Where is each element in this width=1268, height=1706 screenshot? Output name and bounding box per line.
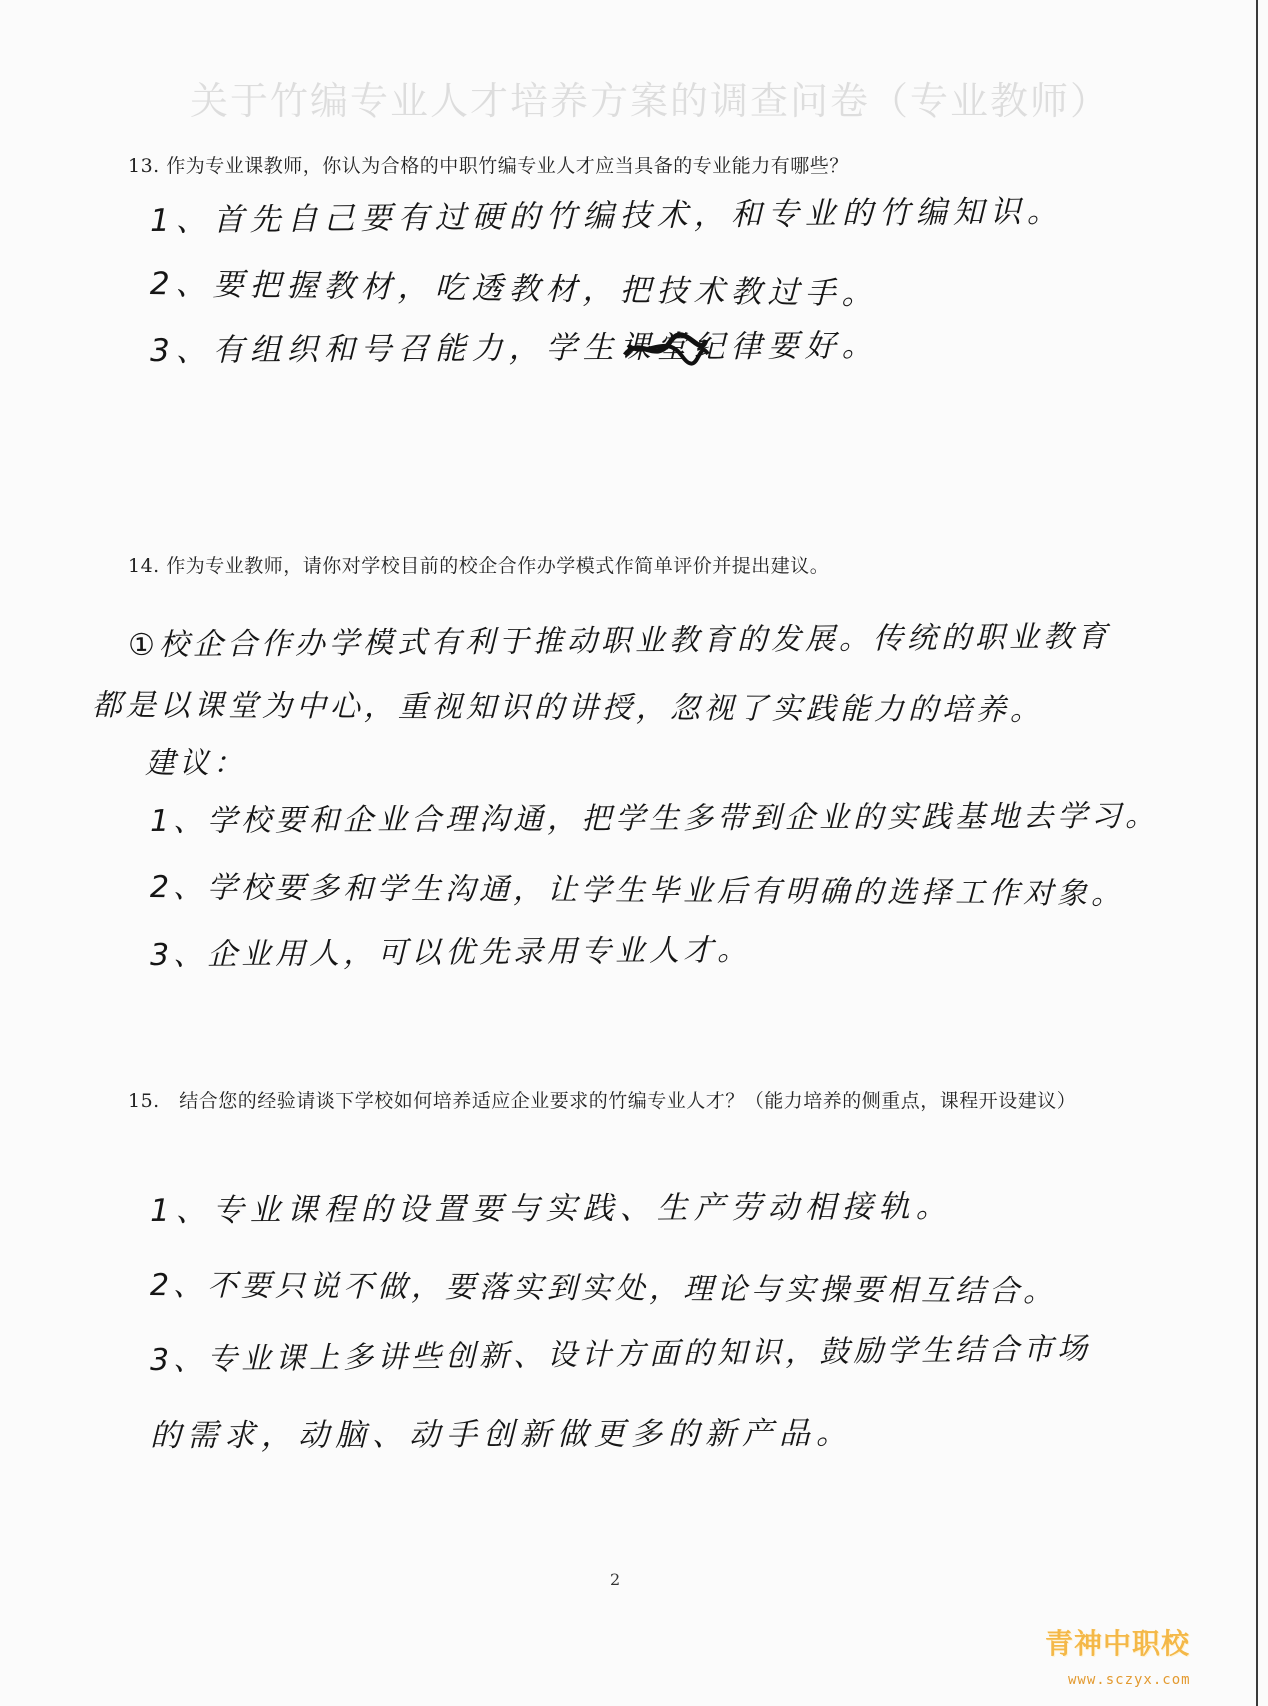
question-14-prompt: 14. 作为专业教师，请你对学校目前的校企合作办学模式作简单评价并提出建议。 xyxy=(128,555,830,577)
answer-14-advice-label: 建议： xyxy=(145,746,247,781)
question-15-prompt: 15. 结合您的经验请谈下学校如何培养适应企业要求的竹编专业人才？（能力培养的侧重点，课程开设建议） xyxy=(128,1090,1077,1112)
answer-14-line-6: 3、企业用人，可以优先录用专业人才。 xyxy=(149,932,752,973)
page-edge xyxy=(1256,0,1258,1706)
answer-14-line-1: ①校企合作办学模式有利于推动职业教育的发展。传统的职业教育 xyxy=(127,619,1112,663)
bleed-through-title: 关于竹编专业人才培养方案的调查问卷（专业教师） xyxy=(190,79,1111,123)
answer-14-line-4: 1、学校要和企业合理沟通，把学生多带到企业的实践基地去学习。 xyxy=(149,798,1160,839)
answer-14-line-2: 都是以课堂为中心，重视知识的讲授，忽视了实践能力的培养。 xyxy=(91,688,1045,728)
answer-13-line-3: 3、有组织和号召能力，学生课堂纪律要好。 xyxy=(149,327,879,369)
answer-15-line-4: 的需求，动脑、动手创新做更多的新产品。 xyxy=(149,1415,854,1454)
answer-15-line-1: 1、专业课程的设置要与实践、生产劳动相接轨。 xyxy=(149,1188,953,1229)
answer-15-line-3: 3、专业课上多讲些创新、设计方面的知识，鼓励学生结合市场 xyxy=(149,1331,1092,1378)
page-number: 2 xyxy=(610,1570,621,1589)
answer-14-line-5: 2、学校要多和学生沟通，让学生毕业后有明确的选择工作对象。 xyxy=(149,870,1126,912)
question-13-prompt: 13. 作为专业课教师，你认为合格的中职竹编专业人才应当具备的专业能力有哪些？ xyxy=(128,155,849,177)
answer-13-line-1: 1、首先自己要有过硬的竹编技术，和专业的竹编知识。 xyxy=(149,193,1064,239)
watermark-logo: 青神中职校 xyxy=(1045,1627,1191,1660)
watermark-url: www.sczyx.com xyxy=(1068,1672,1191,1688)
scribble-mark xyxy=(620,330,710,370)
answer-15-line-2: 2、不要只说不做，要落实到实处，理论与实操要相互结合。 xyxy=(149,1268,1058,1310)
answer-13-line-2: 2、要把握教材，吃透教材，把技术教过手。 xyxy=(149,266,879,313)
